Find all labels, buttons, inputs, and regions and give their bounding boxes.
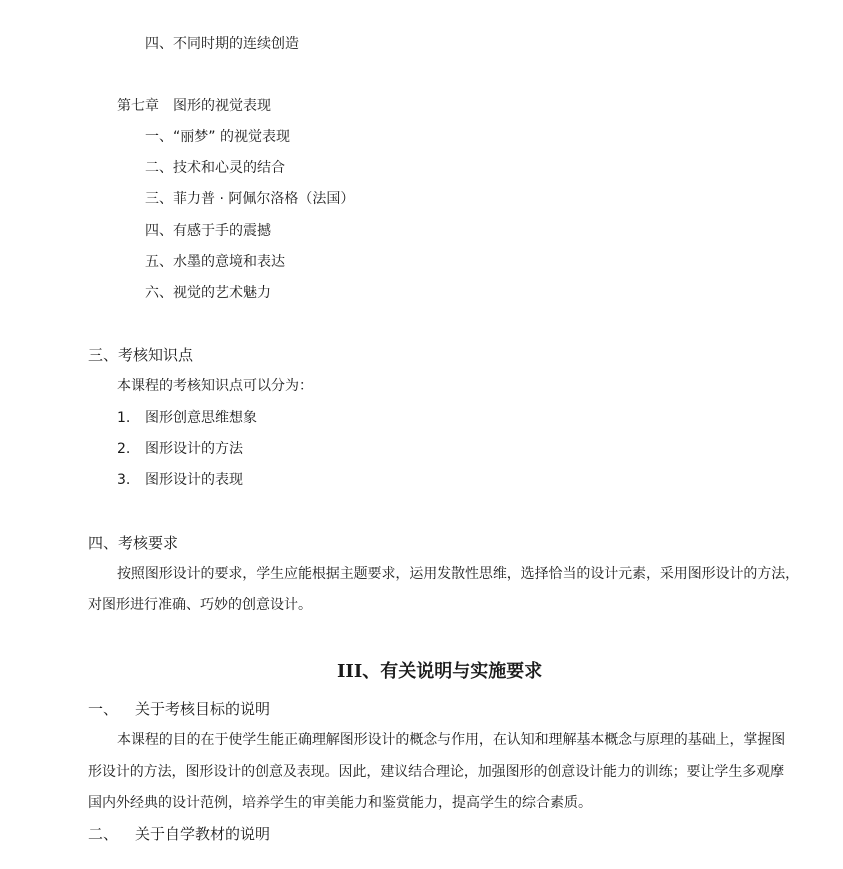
chapter7-item-4: 四、有感于手的震撼 xyxy=(145,223,271,239)
section3-heading: 三、考核知识点 xyxy=(88,346,194,364)
chapter7-item-3: 三、菲力普 · 阿佩尔洛格（法国） xyxy=(145,191,355,207)
part3-sub1 xyxy=(88,699,270,719)
section4-paragraph-line-2: 对图形进行准确、巧妙的创意设计。 xyxy=(88,597,312,613)
chapter7-item-5: 五、水墨的意境和表达 xyxy=(145,254,285,270)
list-number: 1. xyxy=(117,410,131,426)
section4-heading: 四、考核要求 xyxy=(88,534,179,552)
section3-list-item-1 xyxy=(117,408,257,428)
chapter7-item-2: 二、技术和心灵的结合 xyxy=(145,160,285,176)
chapter7-title: 第七章 图形的视觉表现 xyxy=(117,98,271,114)
part3-sub2 xyxy=(88,824,270,844)
chapter7-item-1: 一、“丽梦” 的视觉表现 xyxy=(145,129,290,145)
list-text: 图形设计的方法 xyxy=(145,441,243,457)
part3-paragraph-line-1: 本课程的目的在于使学生能正确理解图形设计的概念与作用，在认知和理解基本概念与原理的基础上，掌握图 xyxy=(117,732,786,748)
sub2-text: 关于自学教材的说明 xyxy=(135,825,271,843)
section3-list-item-3 xyxy=(117,470,243,490)
part3-title: III、有关说明与实施要求 xyxy=(337,661,543,682)
list-number: 3. xyxy=(117,472,131,488)
list-number: 2. xyxy=(117,441,131,457)
list-text: 图形设计的表现 xyxy=(145,472,243,488)
section4-paragraph-line-1: 按照图形设计的要求，学生应能根据主题要求，运用发散性思维，选择恰当的设计元素，采用图形设计的方法， xyxy=(117,566,800,582)
chapter7-item-6: 六、视觉的艺术魅力 xyxy=(145,285,271,301)
sub2-number: 二、 xyxy=(88,825,119,843)
section3-intro: 本课程的考核知识点可以分为： xyxy=(117,378,313,394)
part3-paragraph-line-2: 形设计的方法，图形设计的创意及表现。因此，建议结合理论，加强图形的创意设计能力的训练；要让学生多观摩 xyxy=(88,764,784,780)
sub1-text: 关于考核目标的说明 xyxy=(135,700,271,718)
part3-paragraph-line-3: 国内外经典的设计范例，培养学生的审美能力和鉴赏能力，提高学生的综合素质。 xyxy=(88,795,592,811)
list-text: 图形创意思维想象 xyxy=(145,410,257,426)
section3-list-item-2 xyxy=(117,439,243,459)
chapter6-item-4: 四、不同时期的连续创造 xyxy=(145,36,299,52)
sub1-number: 一、 xyxy=(88,700,119,718)
